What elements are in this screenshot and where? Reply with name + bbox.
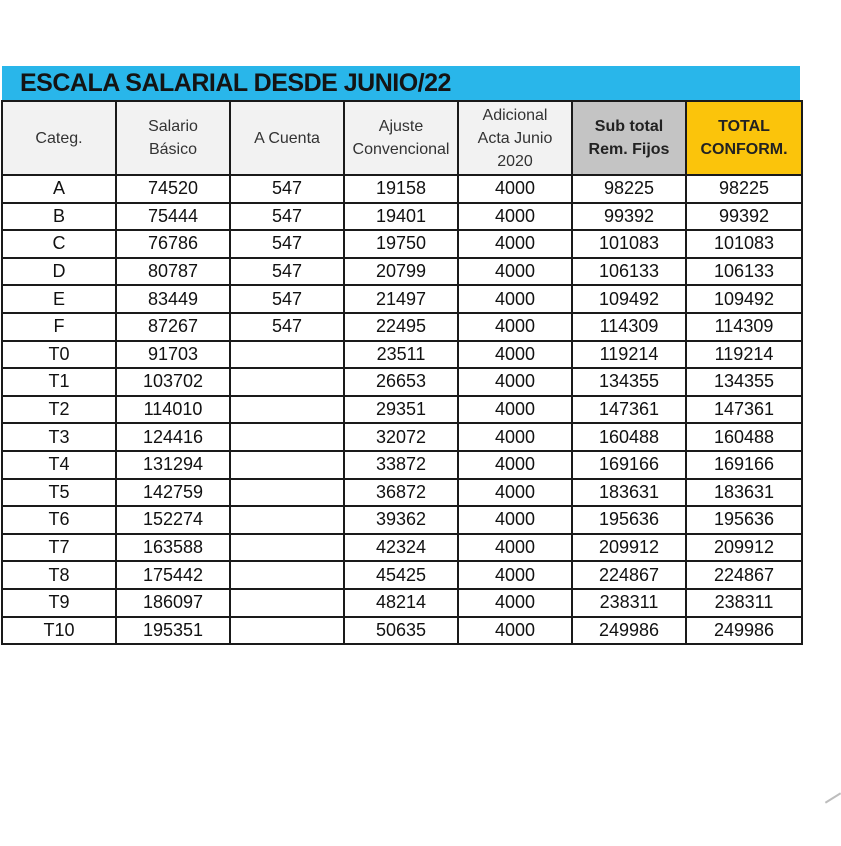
header-line: Sub total	[594, 118, 664, 135]
ajuste-cell: 19401	[344, 203, 458, 231]
a-cuenta-cell: 547	[230, 230, 344, 258]
total-cell: 238311	[686, 589, 802, 617]
ajuste-cell: 50635	[344, 617, 458, 645]
table-row	[2, 396, 802, 424]
header-total	[686, 101, 802, 175]
categ-cell: F	[2, 313, 116, 341]
subtotal-cell: 114309	[572, 313, 686, 341]
table-row	[2, 258, 802, 286]
adicional-cell: 4000	[458, 479, 572, 507]
ajuste-cell: 19750	[344, 230, 458, 258]
categ-cell: T5	[2, 479, 116, 507]
header-categ	[2, 101, 116, 175]
salario-basico-cell: 186097	[116, 589, 230, 617]
ajuste-cell: 39362	[344, 506, 458, 534]
ajuste-cell: 22495	[344, 313, 458, 341]
ajuste-cell: 48214	[344, 589, 458, 617]
total-cell: 98225	[686, 175, 802, 203]
total-cell: 169166	[686, 451, 802, 479]
header-ajuste-convencional	[344, 101, 458, 175]
header-line: Acta Junio	[477, 129, 553, 147]
salario-basico-cell: 75444	[116, 203, 230, 231]
table-row	[2, 285, 802, 313]
a-cuenta-cell	[230, 479, 344, 507]
table-row	[2, 617, 802, 645]
salario-basico-cell: 175442	[116, 561, 230, 589]
subtotal-cell: 98225	[572, 175, 686, 203]
table-row	[2, 341, 802, 369]
decorative-line	[825, 792, 841, 803]
total-cell: 209912	[686, 534, 802, 562]
ajuste-cell: 20799	[344, 258, 458, 286]
page-title: ESCALA SALARIAL DESDE JUNIO/22	[20, 69, 451, 97]
adicional-cell: 4000	[458, 230, 572, 258]
salary-scale-table	[1, 100, 803, 645]
subtotal-cell: 169166	[572, 451, 686, 479]
total-cell: 160488	[686, 423, 802, 451]
a-cuenta-cell	[230, 506, 344, 534]
ajuste-cell: 26653	[344, 368, 458, 396]
a-cuenta-cell	[230, 368, 344, 396]
adicional-cell: 4000	[458, 258, 572, 286]
total-cell: 109492	[686, 285, 802, 313]
categ-cell: T1	[2, 368, 116, 396]
salario-basico-cell: 87267	[116, 313, 230, 341]
a-cuenta-cell: 547	[230, 258, 344, 286]
a-cuenta-cell	[230, 396, 344, 424]
a-cuenta-cell	[230, 617, 344, 645]
categ-cell: T9	[2, 589, 116, 617]
ajuste-cell: 21497	[344, 285, 458, 313]
a-cuenta-cell: 547	[230, 203, 344, 231]
categ-cell: T2	[2, 396, 116, 424]
total-cell: 134355	[686, 368, 802, 396]
table-row	[2, 506, 802, 534]
adicional-cell: 4000	[458, 285, 572, 313]
categ-cell: B	[2, 203, 116, 231]
adicional-cell: 4000	[458, 506, 572, 534]
salario-basico-cell: 76786	[116, 230, 230, 258]
table-row	[2, 368, 802, 396]
categ-cell: T4	[2, 451, 116, 479]
salario-basico-cell: 152274	[116, 506, 230, 534]
header-adicional-acta	[458, 101, 572, 175]
ajuste-cell: 45425	[344, 561, 458, 589]
categ-cell: A	[2, 175, 116, 203]
adicional-cell: 4000	[458, 617, 572, 645]
header-line: Básico	[148, 141, 198, 158]
subtotal-cell: 106133	[572, 258, 686, 286]
a-cuenta-cell	[230, 341, 344, 369]
header-subtotal	[572, 101, 686, 175]
ajuste-cell: 29351	[344, 396, 458, 424]
adicional-cell: 4000	[458, 561, 572, 589]
adicional-cell: 4000	[458, 203, 572, 231]
table-row	[2, 589, 802, 617]
title-bar	[2, 66, 800, 100]
subtotal-cell: 109492	[572, 285, 686, 313]
table-row	[2, 534, 802, 562]
adicional-cell: 4000	[458, 534, 572, 562]
table-body	[2, 175, 802, 644]
table-row	[2, 451, 802, 479]
subtotal-cell: 119214	[572, 341, 686, 369]
salario-basico-cell: 163588	[116, 534, 230, 562]
salario-basico-cell: 114010	[116, 396, 230, 424]
a-cuenta-cell	[230, 423, 344, 451]
header-line: Convencional	[352, 141, 450, 158]
subtotal-cell: 249986	[572, 617, 686, 645]
salario-basico-cell: 91703	[116, 341, 230, 369]
a-cuenta-cell: 547	[230, 313, 344, 341]
table-row	[2, 230, 802, 258]
header-salario-basico	[116, 101, 230, 175]
salario-basico-cell: 80787	[116, 258, 230, 286]
a-cuenta-cell	[230, 534, 344, 562]
categ-cell: T3	[2, 423, 116, 451]
header-line: CONFORM.	[700, 141, 788, 158]
salario-basico-cell: 124416	[116, 423, 230, 451]
total-cell: 147361	[686, 396, 802, 424]
total-cell: 119214	[686, 341, 802, 369]
categ-cell: D	[2, 258, 116, 286]
table-row	[2, 203, 802, 231]
subtotal-cell: 209912	[572, 534, 686, 562]
adicional-cell: 4000	[458, 589, 572, 617]
header-line: A Cuenta	[254, 129, 320, 147]
header-line: 2020	[497, 152, 533, 170]
header-line: TOTAL	[718, 118, 770, 135]
adicional-cell: 4000	[458, 313, 572, 341]
total-cell: 249986	[686, 617, 802, 645]
ajuste-cell: 33872	[344, 451, 458, 479]
header-line: Adicional	[482, 106, 548, 124]
table-row	[2, 479, 802, 507]
total-cell: 195636	[686, 506, 802, 534]
categ-cell: T0	[2, 341, 116, 369]
adicional-cell: 4000	[458, 396, 572, 424]
subtotal-cell: 147361	[572, 396, 686, 424]
header-line: Salario	[148, 118, 198, 135]
categ-cell: T10	[2, 617, 116, 645]
subtotal-cell: 224867	[572, 561, 686, 589]
total-cell: 183631	[686, 479, 802, 507]
adicional-cell: 4000	[458, 175, 572, 203]
header-row	[2, 101, 802, 175]
ajuste-cell: 42324	[344, 534, 458, 562]
subtotal-cell: 101083	[572, 230, 686, 258]
adicional-cell: 4000	[458, 341, 572, 369]
ajuste-cell: 32072	[344, 423, 458, 451]
ajuste-cell: 36872	[344, 479, 458, 507]
subtotal-cell: 195636	[572, 506, 686, 534]
adicional-cell: 4000	[458, 451, 572, 479]
header-a-cuenta	[230, 101, 344, 175]
total-cell: 106133	[686, 258, 802, 286]
total-cell: 114309	[686, 313, 802, 341]
salario-basico-cell: 103702	[116, 368, 230, 396]
subtotal-cell: 160488	[572, 423, 686, 451]
categ-cell: T6	[2, 506, 116, 534]
table-row	[2, 423, 802, 451]
header-line: Categ.	[35, 129, 83, 147]
subtotal-cell: 238311	[572, 589, 686, 617]
adicional-cell: 4000	[458, 423, 572, 451]
a-cuenta-cell	[230, 561, 344, 589]
categ-cell: C	[2, 230, 116, 258]
categ-cell: T8	[2, 561, 116, 589]
salario-basico-cell: 74520	[116, 175, 230, 203]
table-row	[2, 175, 802, 203]
a-cuenta-cell	[230, 451, 344, 479]
table-row	[2, 561, 802, 589]
salario-basico-cell: 83449	[116, 285, 230, 313]
salario-basico-cell: 195351	[116, 617, 230, 645]
a-cuenta-cell	[230, 589, 344, 617]
header-line: Ajuste	[378, 118, 424, 135]
categ-cell: T7	[2, 534, 116, 562]
salario-basico-cell: 142759	[116, 479, 230, 507]
categ-cell: E	[2, 285, 116, 313]
header-line: Rem. Fijos	[588, 141, 670, 158]
total-cell: 101083	[686, 230, 802, 258]
total-cell: 99392	[686, 203, 802, 231]
adicional-cell: 4000	[458, 368, 572, 396]
ajuste-cell: 23511	[344, 341, 458, 369]
salario-basico-cell: 131294	[116, 451, 230, 479]
a-cuenta-cell: 547	[230, 285, 344, 313]
subtotal-cell: 183631	[572, 479, 686, 507]
table-row	[2, 313, 802, 341]
total-cell: 224867	[686, 561, 802, 589]
a-cuenta-cell: 547	[230, 175, 344, 203]
ajuste-cell: 19158	[344, 175, 458, 203]
subtotal-cell: 99392	[572, 203, 686, 231]
subtotal-cell: 134355	[572, 368, 686, 396]
